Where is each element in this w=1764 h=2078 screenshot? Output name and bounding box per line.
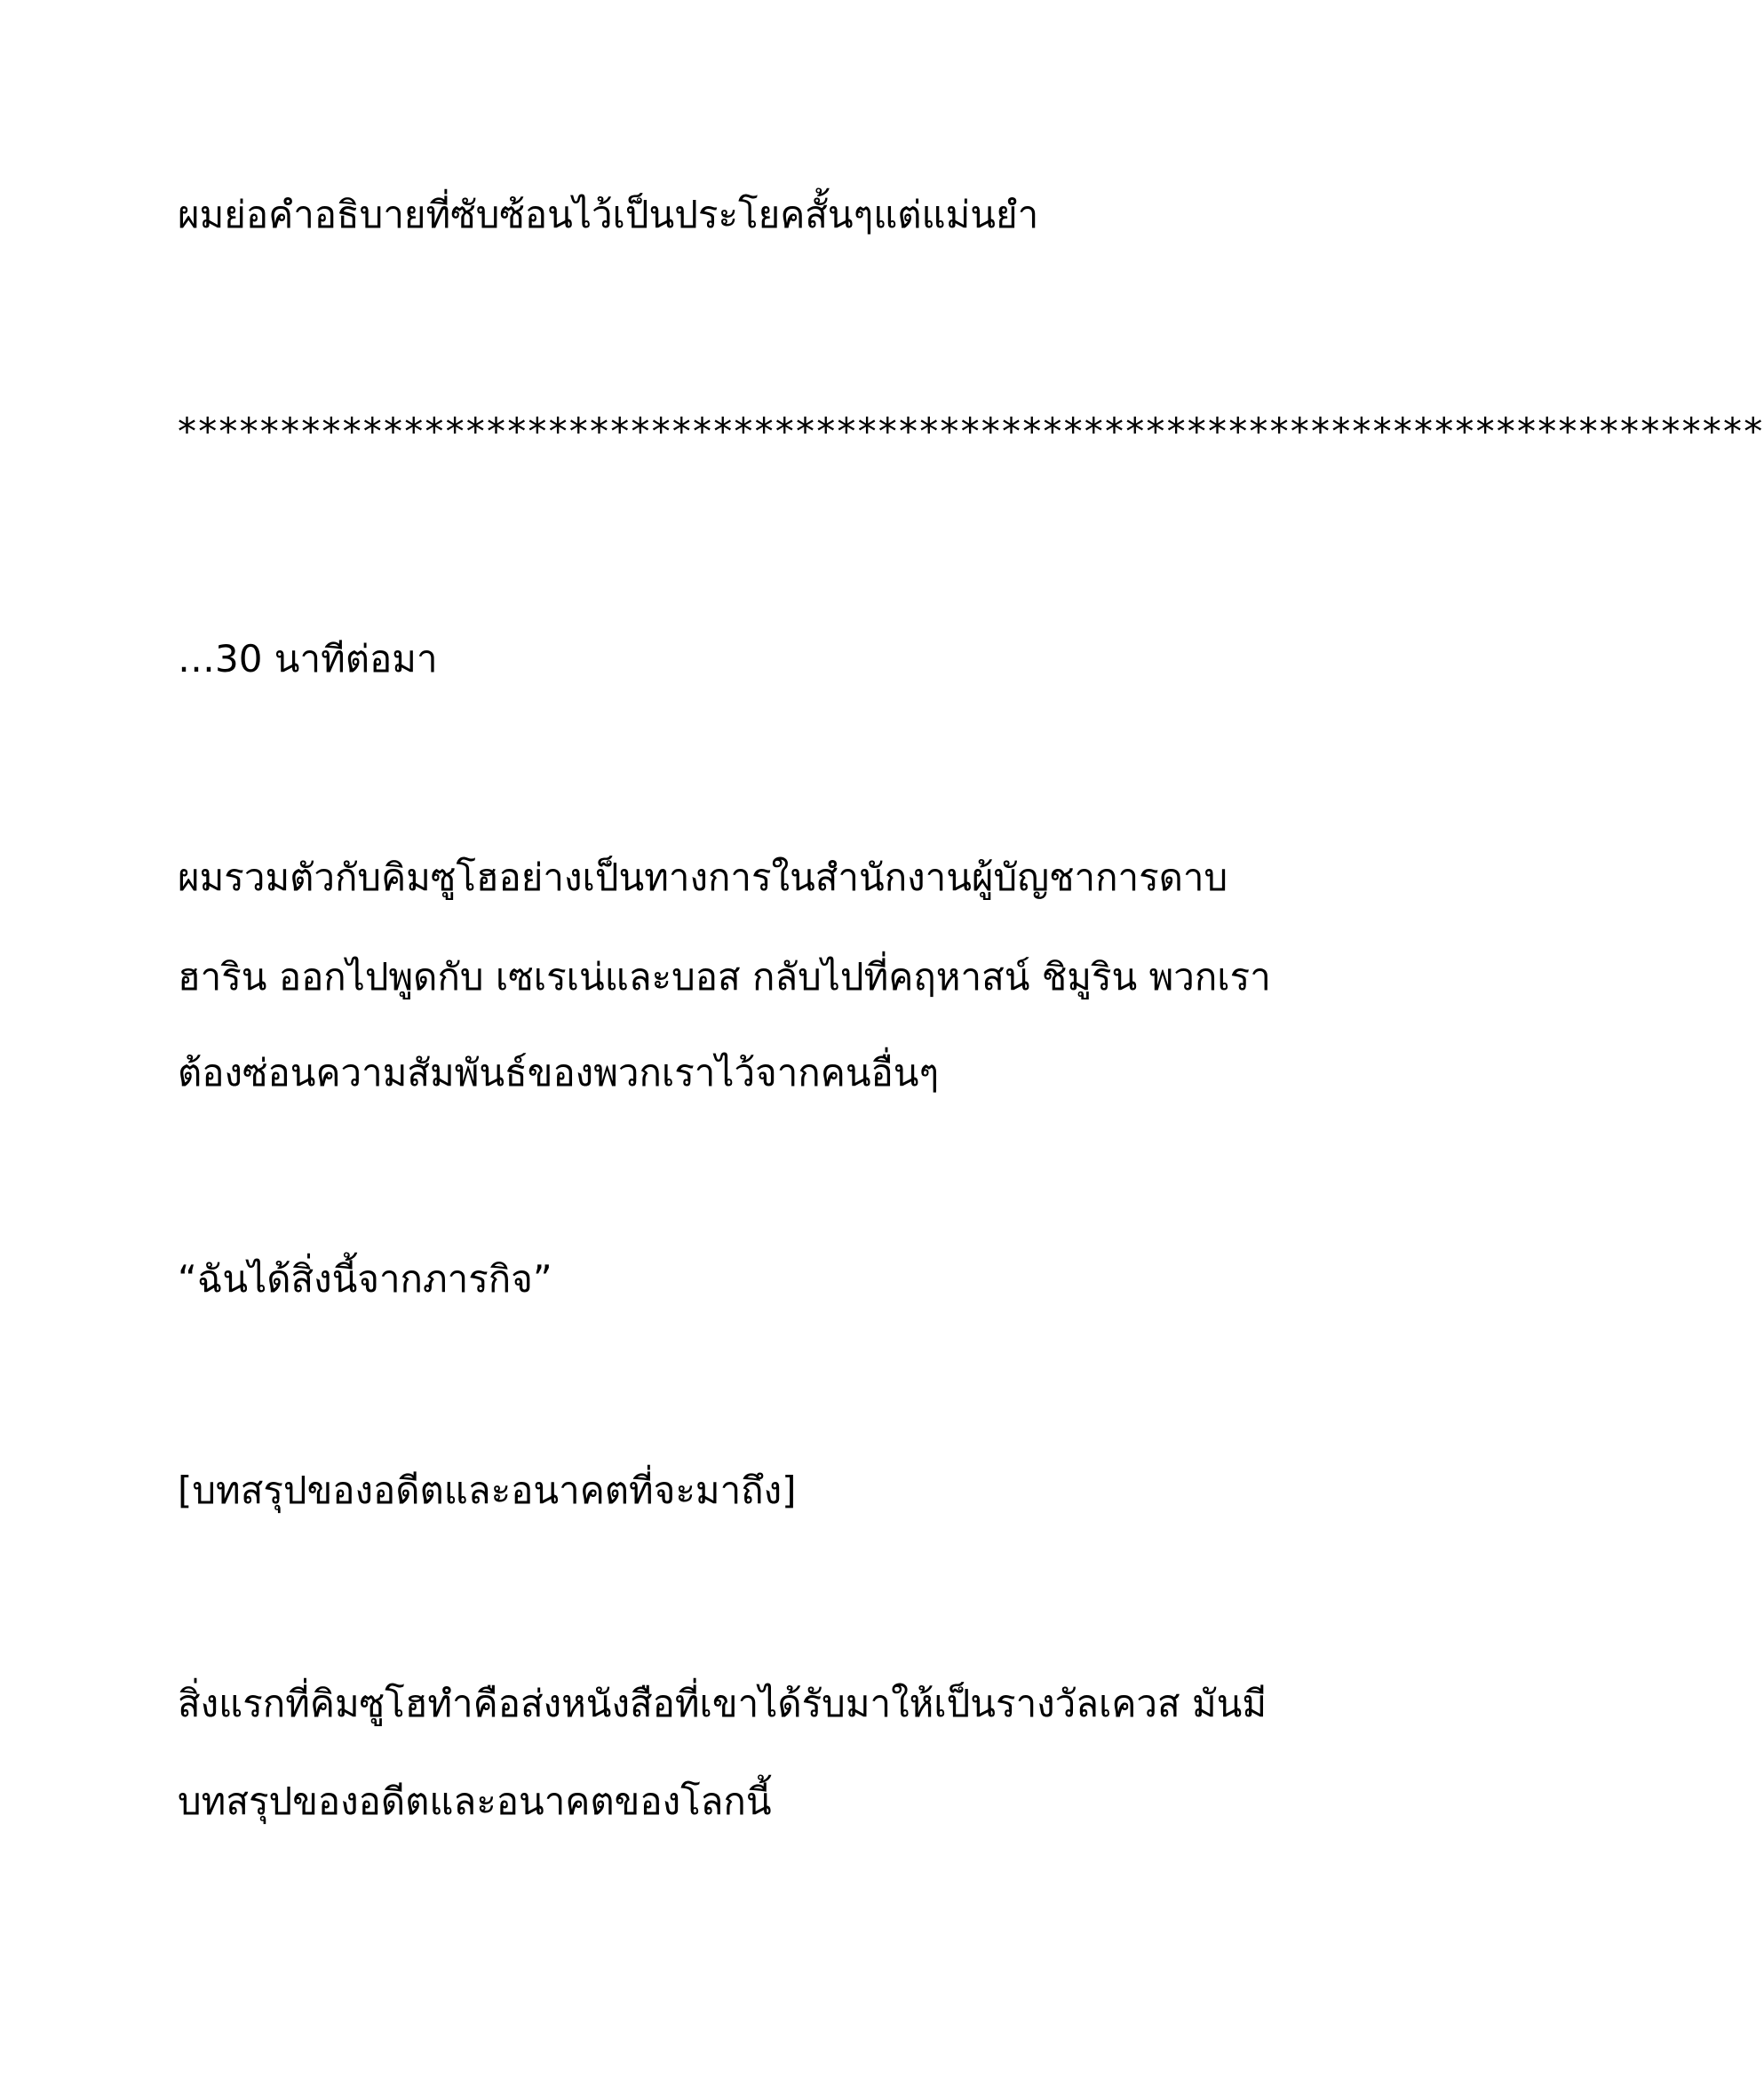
paragraph-line-1: ผมรวมตัวกับคิมซูโฮอย่างเป็นทางการในสำนักงานผู้บัญชาการดาบ	[178, 856, 1228, 899]
paragraph-line-5: บทสรุปของอดีตและอนาคตของโลกนี้	[178, 1779, 772, 1823]
paragraph-line-3: ต้องซ่อนความสัมพันธ์ของพวกเราไว้จากคนอื่นๆ	[178, 1051, 940, 1095]
dialogue-line: “ฉันได้สิ่งนี้จากภารกิจ”	[178, 1257, 552, 1301]
paragraph-summary-note: ผมย่อคำอธิบายที่ซับซ้อนไว้เป็นประโยคสั้นๆแต่แม่นยำ	[178, 193, 1039, 236]
system-message-line: [บทสรุปของอดีตและอนาคตที่จะมาถึง]	[178, 1469, 797, 1512]
paragraph-line-2: ฮาริน ออกไปพูดกับ เซเรเน่และบอส กลับไปที่คฤหาสน์ ชิมูริน พวกเรา	[178, 955, 1271, 999]
scene-separator: *****************************************************************************	[178, 410, 1764, 453]
paragraph-line-4: สิ่งแรกที่คิมซูโฮทำคือส่งหนังสือที่เขาได้รับมาให้เป็นรางวัลเควส มันมี	[178, 1682, 1267, 1725]
time-skip-line: …30 นาทีต่อมา	[178, 637, 438, 681]
